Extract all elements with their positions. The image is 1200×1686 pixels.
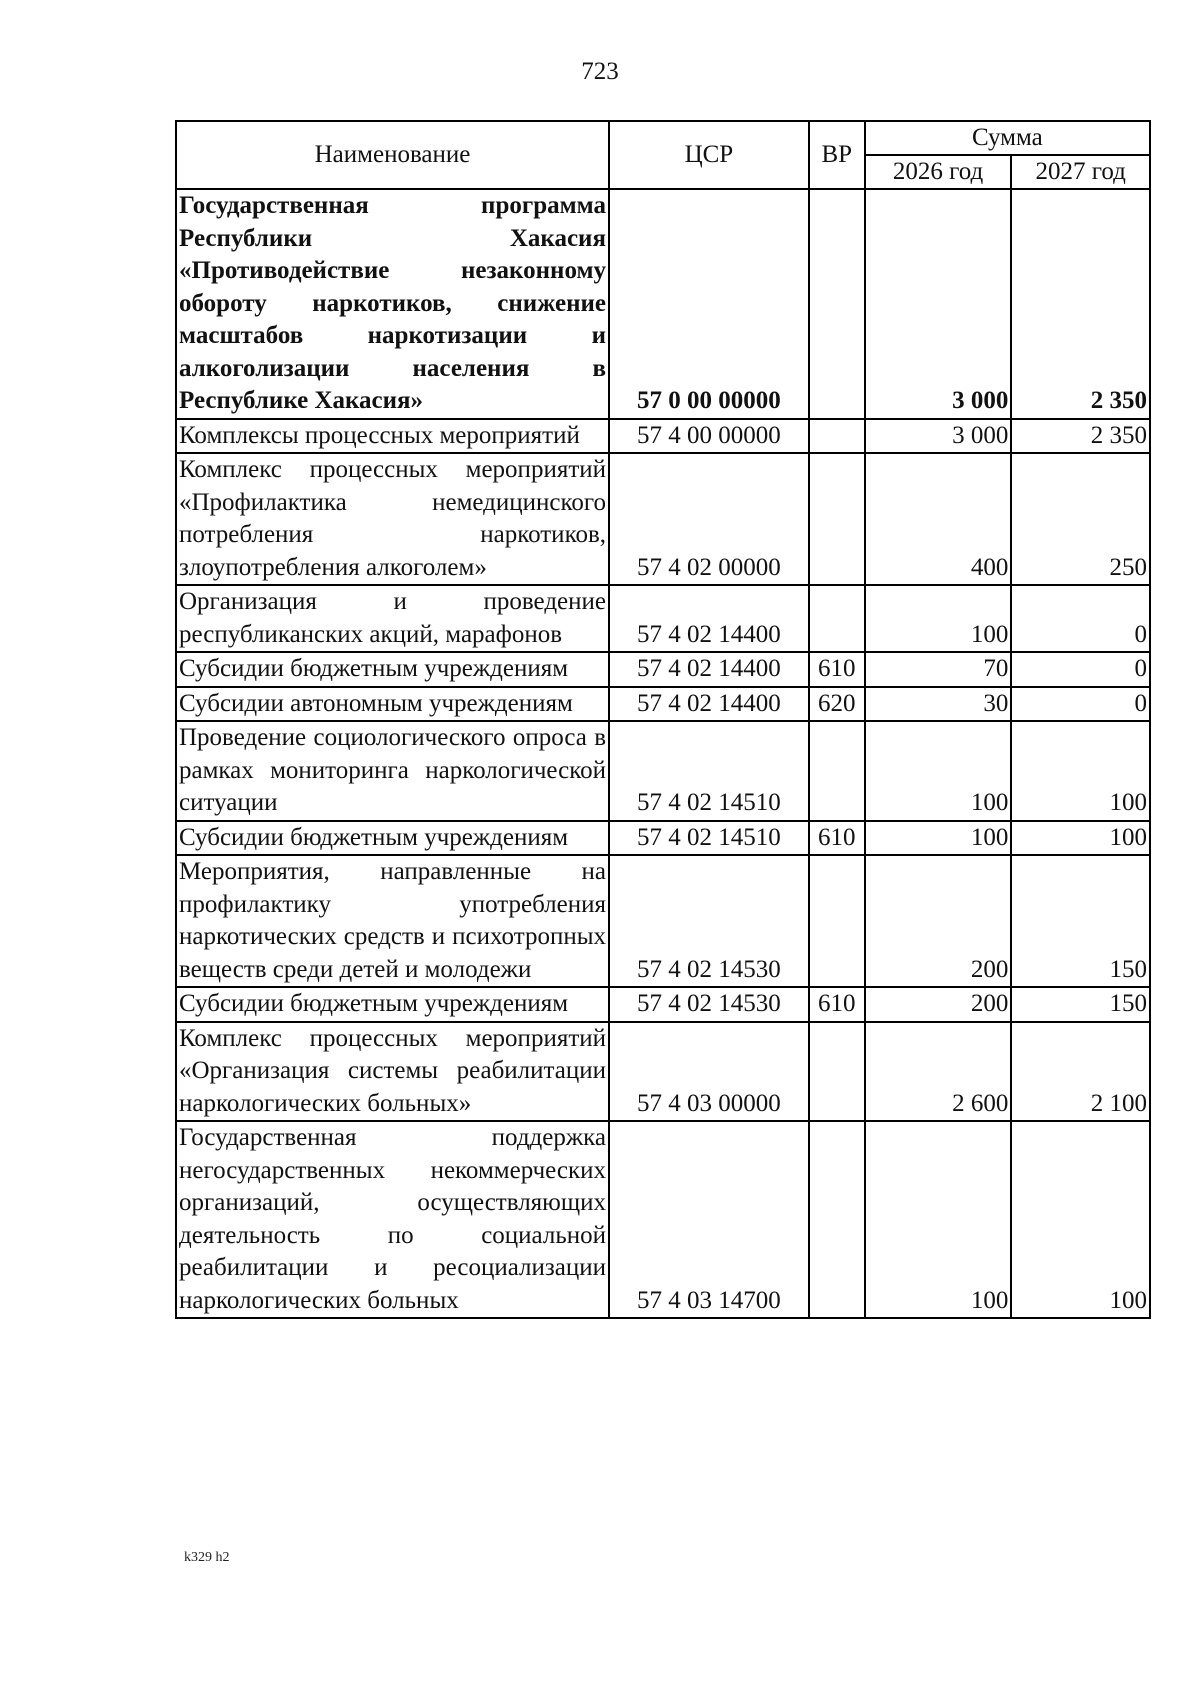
row-sum-2026: 100 — [865, 721, 1012, 821]
table-row — [176, 987, 1150, 1022]
row-sum-2027: 150 — [1011, 987, 1150, 1022]
row-name: Субсидии автономным учреждениям — [176, 687, 609, 722]
row-csr: 57 4 02 14400 — [609, 585, 809, 652]
row-name: Организация и проведение республиканских акций, марафонов — [176, 585, 609, 652]
row-name: Государственная программа Республики Хакасия «Противодействие незаконному обороту наркотиков, снижение масштабов наркотизации и алкоголизации населения в Республике Хакасия» — [176, 189, 609, 419]
row-sum-2027: 0 — [1011, 687, 1150, 722]
row-sum-2027: 100 — [1011, 821, 1150, 856]
row-sum-2027: 150 — [1011, 855, 1150, 987]
row-sum-2027: 2 350 — [1011, 419, 1150, 454]
row-name: Субсидии бюджетным учреждениям — [176, 821, 609, 856]
row-vr — [809, 453, 865, 585]
table-row — [176, 687, 1150, 722]
row-csr: 57 4 00 00000 — [609, 419, 809, 454]
header-csr: ЦСР — [609, 121, 809, 189]
row-csr: 57 4 02 14530 — [609, 855, 809, 987]
table-row — [176, 1022, 1150, 1122]
table-row — [176, 855, 1150, 987]
table-body — [176, 189, 1150, 1318]
row-sum-2027: 2 350 — [1011, 189, 1150, 419]
row-vr — [809, 855, 865, 987]
header-vr: ВР — [809, 121, 865, 189]
row-sum-2027: 0 — [1011, 585, 1150, 652]
row-vr — [809, 189, 865, 419]
row-vr — [809, 721, 865, 821]
row-sum-2026: 3 000 — [865, 419, 1012, 454]
row-sum-2026: 3 000 — [865, 189, 1012, 419]
row-csr: 57 4 02 14400 — [609, 687, 809, 722]
row-csr: 57 4 03 00000 — [609, 1022, 809, 1122]
header-year-2027: 2027 год — [1011, 155, 1150, 189]
row-csr: 57 0 00 00000 — [609, 189, 809, 419]
row-name: Проведение социологического опроса в рамках мониторинга наркологической ситуации — [176, 721, 609, 821]
table-row — [176, 721, 1150, 821]
row-vr — [809, 1022, 865, 1122]
row-csr: 57 4 02 14510 — [609, 821, 809, 856]
table-header — [176, 121, 1150, 189]
row-name: Комплексы процессных мероприятий — [176, 419, 609, 454]
row-name: Комплекс процессных мероприятий «Организация системы реабилитации наркологических больных» — [176, 1022, 609, 1122]
table-row — [176, 453, 1150, 585]
row-sum-2026: 100 — [865, 1121, 1012, 1318]
row-name: Комплекс процессных мероприятий «Профилактика немедицинского потребления наркотиков, злоупотребления алкоголем» — [176, 453, 609, 585]
row-csr: 57 4 02 14400 — [609, 652, 809, 687]
table-row — [176, 189, 1150, 419]
row-sum-2026: 100 — [865, 585, 1012, 652]
row-sum-2027: 250 — [1011, 453, 1150, 585]
row-csr: 57 4 02 14510 — [609, 721, 809, 821]
budget-table — [175, 120, 1151, 1319]
row-sum-2026: 400 — [865, 453, 1012, 585]
row-sum-2027: 100 — [1011, 1121, 1150, 1318]
row-vr: 610 — [809, 821, 865, 856]
table-row — [176, 1121, 1150, 1318]
table-row — [176, 652, 1150, 687]
header-sum: Сумма — [865, 121, 1150, 155]
row-csr: 57 4 02 00000 — [609, 453, 809, 585]
header-name: Наименование — [176, 121, 609, 189]
row-vr: 610 — [809, 652, 865, 687]
row-sum-2027: 100 — [1011, 721, 1150, 821]
row-sum-2027: 2 100 — [1011, 1022, 1150, 1122]
row-sum-2026: 200 — [865, 855, 1012, 987]
row-sum-2026: 30 — [865, 687, 1012, 722]
row-vr — [809, 585, 865, 652]
row-sum-2026: 200 — [865, 987, 1012, 1022]
row-sum-2026: 70 — [865, 652, 1012, 687]
row-csr: 57 4 03 14700 — [609, 1121, 809, 1318]
row-vr — [809, 1121, 865, 1318]
row-sum-2027: 0 — [1011, 652, 1150, 687]
row-name: Субсидии бюджетным учреждениям — [176, 652, 609, 687]
row-csr: 57 4 02 14530 — [609, 987, 809, 1022]
row-vr — [809, 419, 865, 454]
row-name: Мероприятия, направленные на профилактику употребления наркотических средств и психотропных веществ среди детей и молодежи — [176, 855, 609, 987]
row-vr: 610 — [809, 987, 865, 1022]
page-number: 723 — [581, 58, 619, 85]
header-year-2026: 2026 год — [865, 155, 1012, 189]
table-row — [176, 419, 1150, 454]
footer-code: k329 h2 — [184, 1550, 230, 1565]
row-sum-2026: 100 — [865, 821, 1012, 856]
table-row — [176, 821, 1150, 856]
row-sum-2026: 2 600 — [865, 1022, 1012, 1122]
row-vr: 620 — [809, 687, 865, 722]
table-row — [176, 585, 1150, 652]
row-name: Субсидии бюджетным учреждениям — [176, 987, 609, 1022]
row-name: Государственная поддержка негосударственных некоммерческих организаций, осуществляющих деятельность по социальной реабилитации и ресоциализации наркологических больных — [176, 1121, 609, 1318]
